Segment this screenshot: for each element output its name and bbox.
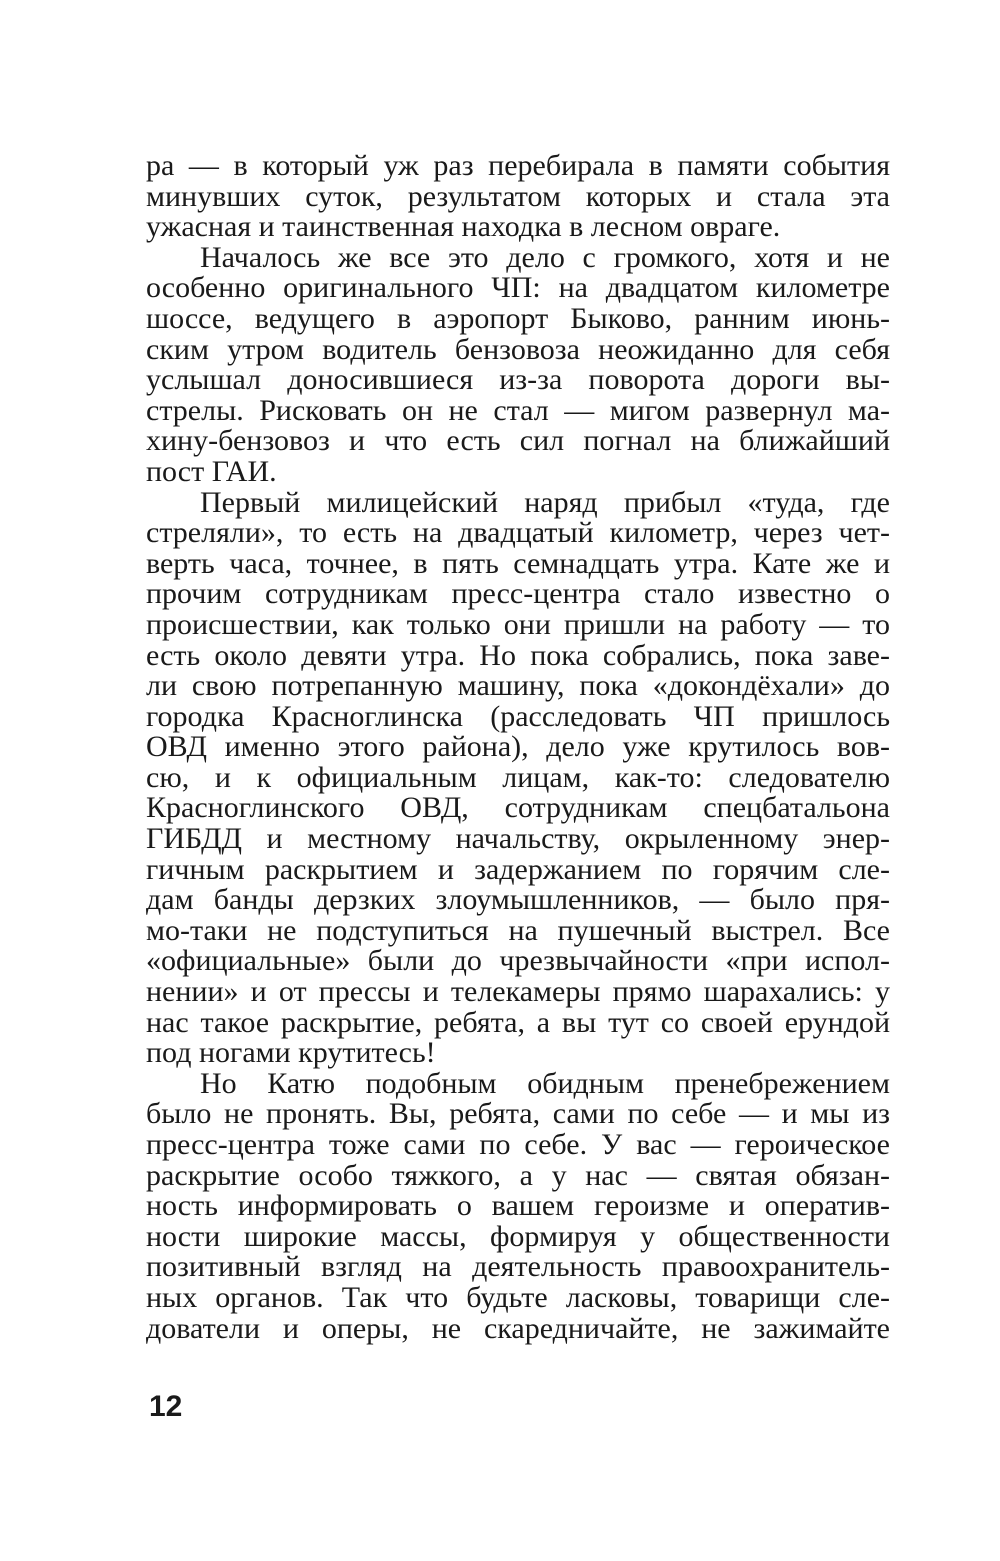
text-line: было не пронять. Вы, ребята, сами по себе — и мы из bbox=[146, 1097, 890, 1131]
text-line: Красноглинского ОВД, сотрудникам спецбатальона bbox=[146, 791, 890, 825]
text-line: под ногами крутитесь! bbox=[146, 1036, 436, 1070]
text-line: ных органов. Так что будьте ласковы, товарищи сле- bbox=[146, 1280, 890, 1314]
text-line: прочим сотрудникам пресс-центра стало известно о bbox=[146, 577, 890, 611]
text-line: позитивный взгляд на деятельность правоохранитель- bbox=[146, 1250, 890, 1284]
text-line: ужасная и таинственная находка в лесном овраге. bbox=[146, 210, 781, 244]
text-line: ским утром водитель бензовоза неожиданно для себя bbox=[146, 332, 890, 366]
text-line: пресс-центра тоже сами по себе. У вас — героическое bbox=[146, 1128, 890, 1161]
text-line: ности широкие массы, формируя у общественности bbox=[146, 1219, 890, 1253]
body-text bbox=[146, 151, 890, 1344]
text-line: ра — в который уж раз перебирала в памяти события bbox=[146, 149, 890, 182]
text-line: происшествии, как только они пришли на работу — то bbox=[146, 607, 890, 641]
text-line: стрелы. Рисковать он не стал — мигом развернул ма- bbox=[146, 393, 890, 427]
text-line: услышал доносившиеся из-за поворота дороги вы- bbox=[146, 363, 890, 397]
text-line: верть часа, точнее, в пять семнадцать утра. Кате же и bbox=[146, 546, 890, 580]
text-line: ность информировать о вашем героизме и оператив- bbox=[146, 1189, 890, 1223]
text-line: ли свою потрепанную машину, пока «докондёхали» до bbox=[146, 669, 890, 703]
text-line: особенно оригинального ЧП: на двадцатом километре bbox=[146, 271, 890, 305]
paragraph-start-line: Но Катю подобным обидным пренебрежением bbox=[200, 1066, 890, 1100]
text-line: ГИБДД и местному начальству, окрыленному энер- bbox=[146, 822, 890, 856]
text-line: шоссе, ведущего в аэропорт Быково, ранним июнь- bbox=[146, 301, 890, 335]
text-line: пост ГАИ. bbox=[146, 454, 277, 488]
text-line: дователи и оперы, не скаредничайте, не зажимайте bbox=[146, 1311, 890, 1345]
text-line: стреляли», то есть на двадцатый километр, через чет- bbox=[146, 516, 890, 550]
text-line: городка Красноглинска (расследовать ЧП пришлось bbox=[146, 699, 890, 733]
text-line: нас такое раскрытие, ребята, а вы тут со своей ерундой bbox=[146, 1005, 890, 1039]
text-line: есть около девяти утра. Но пока собрались, пока заве- bbox=[146, 638, 890, 672]
text-line: минувших суток, результатом которых и стала эта bbox=[146, 179, 890, 213]
text-line: «официальные» были до чрезвычайности «при испол- bbox=[146, 944, 890, 978]
text-line: мо-таки не подступиться на пушечный выстрел. Все bbox=[146, 913, 890, 947]
text-line: хину-бензовоз и что есть сил погнал на ближайший bbox=[146, 424, 890, 458]
text-line: дам банды дерзких злоумышленников, — было пря- bbox=[146, 883, 890, 917]
text-line: гичным раскрытием и задержанием по горячим сле- bbox=[146, 852, 890, 886]
page-number: 12 bbox=[149, 1390, 183, 1423]
text-line: ОВД именно этого района), дело уже крутилось вов- bbox=[146, 730, 890, 764]
paragraph-start-line: Началось же все это дело с громкого, хотя и не bbox=[200, 240, 890, 274]
text-line: нении» и от прессы и телекамеры прямо шарахались: у bbox=[146, 975, 890, 1009]
paragraph-start-line: Первый милицейский наряд прибыл «туда, где bbox=[200, 485, 890, 519]
text-line: раскрытие особо тяжкого, а у нас — святая обязан- bbox=[146, 1158, 890, 1192]
text-line: сю, и к официальным лицам, как-то: следователю bbox=[146, 760, 890, 794]
